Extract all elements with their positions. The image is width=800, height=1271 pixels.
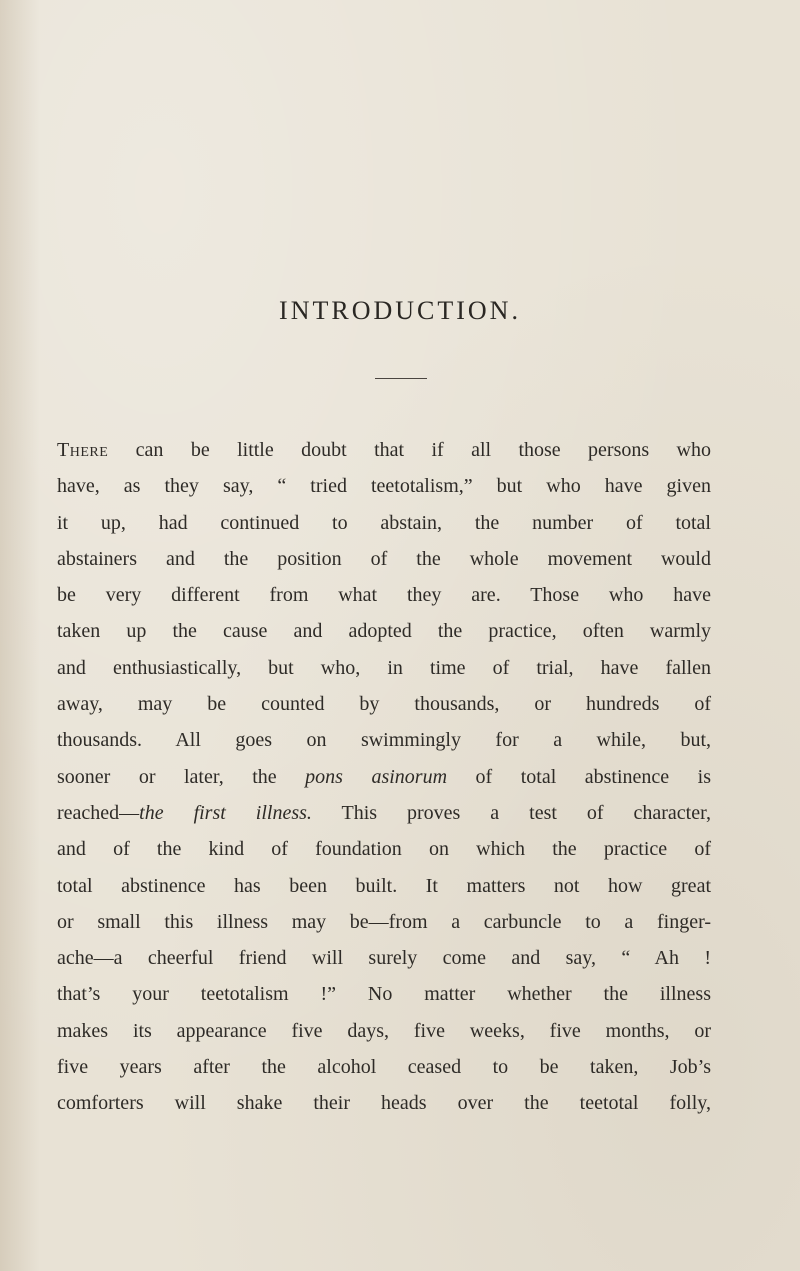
- text-line: be very different from what they are. Those who have: [57, 584, 711, 607]
- text-segment: of total abstinence is: [447, 765, 712, 788]
- text-line: five years after the alcohol ceased to be taken, Job’s: [57, 1056, 711, 1079]
- chapter-heading: INTRODUCTION.: [279, 296, 521, 325]
- text-line: and enthusiastically, but who, in time of trial, have fallen: [57, 656, 711, 679]
- text-line: have, as they say, “ tried teetotalism,” but who have given: [57, 475, 711, 498]
- text-line: or small this illness may be—from a carbuncle to a finger-: [57, 910, 711, 933]
- page-edge-shadow: [0, 0, 40, 1271]
- text-segment: sooner or later, the: [57, 765, 306, 788]
- text-line: [57, 432, 711, 468]
- italic-phrase: the first illness.: [139, 801, 312, 824]
- text-line: total abstinence has been built. It matters not how great: [57, 874, 711, 897]
- text-line: makes its appearance five days, five weeks, five months, or: [57, 1019, 711, 1042]
- text-line: it up, had continued to abstain, the number of total: [57, 511, 711, 534]
- text-segment: reached—: [57, 801, 140, 824]
- text-line: ache—a cheerful friend will surely come and say, “ Ah !: [57, 947, 711, 970]
- text-segment: can be little doubt that if all those persons who: [108, 439, 711, 461]
- text-line: and of the kind of foundation on which the practice of: [57, 838, 711, 861]
- text-line: comforters will shake their heads over the teetotal folly,: [57, 1092, 711, 1115]
- heading-rule: [375, 378, 427, 379]
- text-segment: This proves a test of character,: [311, 801, 711, 824]
- text-line: thousands. All goes on swimmingly for a while, but,: [57, 729, 711, 752]
- body-paragraph: [57, 432, 711, 1122]
- text-line: away, may be counted by thousands, or hundreds of: [57, 693, 711, 716]
- text-line: taken up the cause and adopted the practice, often warmly: [57, 620, 711, 643]
- text-line: [57, 795, 711, 831]
- text-line: [57, 759, 711, 795]
- text-line: abstainers and the position of the whole movement would: [57, 547, 711, 570]
- text-line: that’s your teetotalism !” No matter whether the illness: [57, 983, 711, 1006]
- latin-phrase: pons asinorum: [305, 765, 448, 788]
- lead-word: There: [57, 439, 109, 461]
